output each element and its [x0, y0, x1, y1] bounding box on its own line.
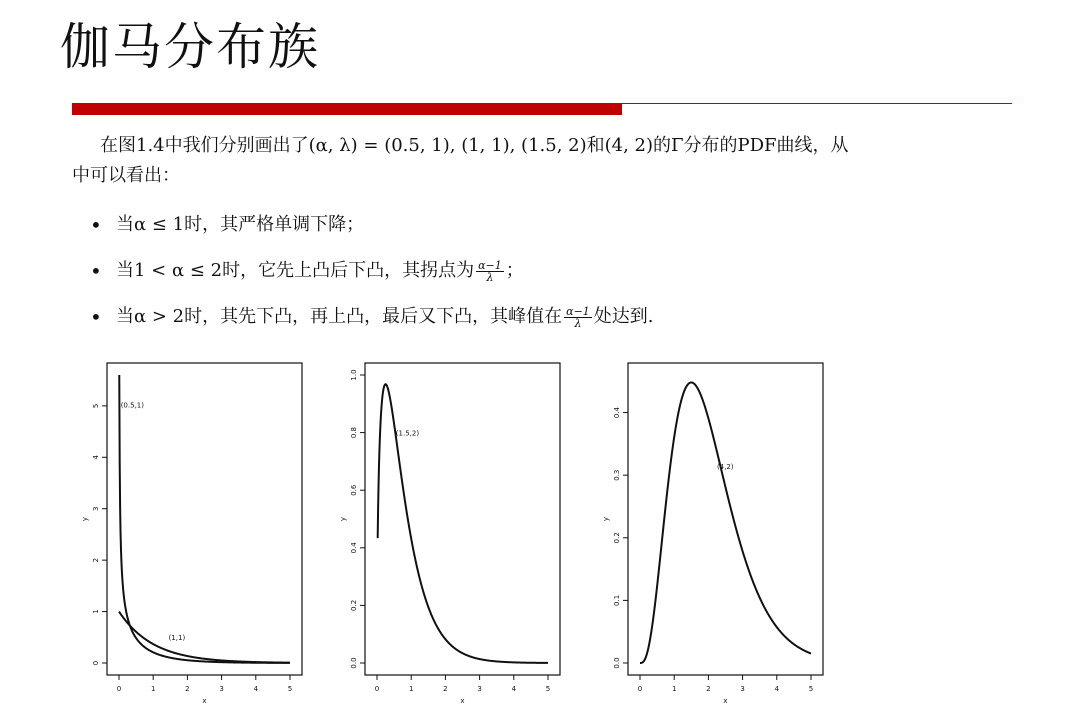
y-tick-label: 0.3 — [613, 469, 621, 481]
fraction-denominator: λ — [574, 316, 582, 330]
y-tick-label: 0.4 — [613, 406, 621, 419]
gamma-pdf-chart-3 — [600, 355, 830, 709]
chart-svg — [600, 355, 830, 705]
y-tick-label: 0.6 — [350, 484, 358, 496]
chart-svg — [81, 355, 310, 705]
bullet-text: 当α ≤ 1时，其严格单调下降； — [116, 214, 365, 235]
series-label: (0.5,1) — [120, 401, 144, 410]
x-tick-label: 5 — [545, 685, 551, 693]
y-tick-label: 0 — [92, 660, 100, 666]
x-tick-label: 2 — [185, 685, 190, 693]
series-line — [119, 612, 290, 663]
series-label: (4,2) — [716, 462, 734, 471]
x-tick-label: 4 — [511, 685, 517, 693]
fraction-numerator: α−1 — [478, 258, 502, 272]
intro-line-2: 中可以看出： — [72, 165, 180, 186]
y-tick-label: 1 — [92, 609, 100, 614]
plot-frame — [107, 363, 302, 675]
fraction — [476, 260, 504, 283]
x-tick-label: 5 — [808, 685, 814, 693]
bullet-text-post: ； — [505, 260, 524, 281]
title-rule-line — [622, 103, 1012, 104]
chart-svg — [339, 355, 568, 705]
x-tick-label: 3 — [740, 685, 745, 693]
fraction — [564, 306, 592, 329]
x-tick-label: 2 — [443, 685, 448, 693]
x-tick-label: 2 — [706, 685, 711, 693]
y-tick-label: 3 — [92, 506, 100, 511]
y-tick-label: 0.4 — [350, 542, 358, 554]
series-line — [640, 382, 811, 663]
plot-frame — [365, 363, 560, 675]
gamma-pdf-chart-1 — [81, 355, 310, 709]
fraction-denominator: λ — [486, 270, 494, 284]
title-accent-bar — [72, 103, 622, 115]
x-tick-label: 4 — [253, 685, 259, 693]
x-tick-label: 3 — [219, 685, 224, 693]
x-tick-label: 4 — [774, 685, 780, 693]
y-axis-label: y — [339, 516, 347, 522]
bullet-item-1 — [90, 212, 654, 258]
y-tick-label: 0.2 — [350, 599, 358, 611]
y-tick-label: 0.0 — [350, 657, 358, 669]
slide-title: 伽马分布族 — [60, 18, 320, 76]
series-label: (1,1) — [168, 633, 186, 642]
x-axis-label: x — [723, 697, 728, 705]
x-tick-label: 1 — [150, 685, 156, 693]
bullet-list — [90, 212, 654, 350]
x-tick-label: 3 — [477, 685, 482, 693]
fraction-numerator: α−1 — [566, 304, 590, 318]
y-tick-label: 0.8 — [350, 427, 358, 439]
x-tick-label: 1 — [408, 685, 414, 693]
y-axis-label: y — [81, 516, 89, 522]
bullet-text-post: 处达到. — [593, 306, 654, 327]
bullet-text-pre: 当1 < α ≤ 2时，它先上凸后下凸，其拐点为 — [116, 260, 475, 281]
gamma-pdf-chart-2 — [339, 355, 568, 709]
intro-line-1: 在图1.4中我们分别画出了(α, λ) = (0.5, 1), (1, 1), (1.5, 2)和(4, 2)的Γ分布的PDF曲线，从 — [100, 135, 849, 156]
intro-paragraph — [72, 131, 952, 191]
series-label: (1.5,2) — [395, 429, 420, 438]
x-axis-label: x — [202, 697, 207, 705]
series-line — [119, 375, 290, 663]
x-tick-label: 1 — [671, 685, 677, 693]
y-tick-label: 4 — [92, 455, 100, 460]
plot-frame — [628, 363, 823, 675]
bullet-item-2 — [90, 258, 654, 304]
y-tick-label: 2 — [92, 557, 100, 563]
y-tick-label: 5 — [92, 403, 100, 409]
y-tick-label: 0.0 — [613, 657, 621, 669]
y-tick-label: 0.2 — [613, 532, 621, 544]
x-tick-label: 0 — [374, 685, 380, 693]
x-tick-label: 0 — [116, 685, 122, 693]
y-axis-label: y — [602, 516, 610, 522]
series-line — [378, 384, 548, 663]
y-tick-label: 1.0 — [350, 369, 358, 381]
y-tick-label: 0.1 — [613, 594, 621, 606]
x-tick-label: 5 — [287, 685, 293, 693]
bullet-item-3 — [90, 304, 654, 350]
bullet-text-pre: 当α > 2时，其先下凸，再上凸，最后又下凸，其峰值在 — [116, 306, 563, 327]
x-tick-label: 0 — [637, 685, 643, 693]
x-axis-label: x — [460, 697, 465, 705]
